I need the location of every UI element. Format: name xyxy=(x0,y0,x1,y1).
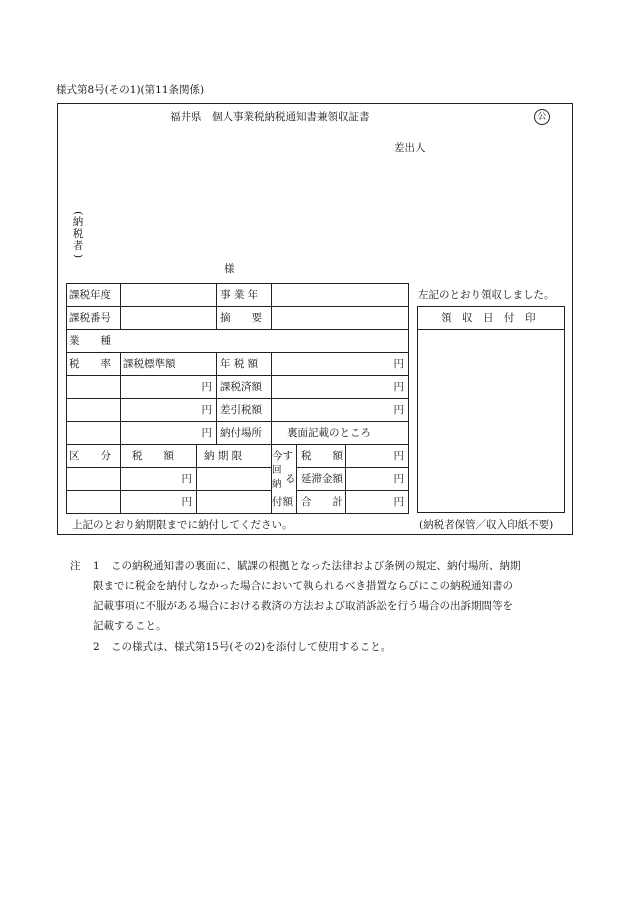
grid-line xyxy=(271,283,272,329)
form-number: 様式第8号(その1)(第11条関係) xyxy=(56,84,205,96)
payment-place-value: 裏面記載のところ xyxy=(287,427,371,439)
tax-amount-col-label: 税 額 xyxy=(132,450,174,462)
grid-line xyxy=(216,352,217,444)
row7-yen: 円 xyxy=(201,427,212,439)
receipt-statement: 左記のとおり領収しました。 xyxy=(418,289,555,301)
tax-base-yen: 円 xyxy=(201,381,212,393)
category-label: 区 分 xyxy=(69,450,111,462)
grid-line xyxy=(66,283,67,513)
payment-instruction: 上記のとおり納期限までに納付してください。 xyxy=(72,519,293,531)
grid-line xyxy=(66,398,409,399)
tax-rate-label: 税 率 xyxy=(69,358,111,370)
sender-label: 差出人 xyxy=(394,142,426,154)
grid-line xyxy=(66,306,409,307)
grid-line xyxy=(66,352,409,353)
note-1-line-3: 記載事項に不服がある場合における救済の方法および取消訴訟を行う場合の出訴期間等を xyxy=(93,600,513,612)
summary-label: 摘 要 xyxy=(220,312,262,324)
late-fee-label: 延滞金額 xyxy=(301,473,343,485)
row10-yen: 円 xyxy=(181,496,192,508)
receipt-date-stamp-label: 領 収 日 付 印 xyxy=(441,312,536,324)
payment-place-label: 納付場所 xyxy=(220,427,262,439)
tax-number-label: 課税番号 xyxy=(69,312,111,324)
grid-line xyxy=(296,490,409,491)
business-year-label: 事 業 年 xyxy=(220,289,259,301)
net-tax-yen: 円 xyxy=(393,404,404,416)
grid-line xyxy=(66,421,409,422)
this-time-bottom: 付額 xyxy=(272,496,293,508)
this-time-tax-label: 税 額 xyxy=(301,450,343,462)
assessed-tax-label: 課税済額 xyxy=(220,381,262,393)
total-label: 合 計 xyxy=(301,496,343,508)
assessed-tax-yen: 円 xyxy=(393,381,404,393)
this-time-top: 今す xyxy=(272,450,293,462)
grid-line xyxy=(120,283,121,329)
grid-line xyxy=(66,490,271,491)
late-fee-yen: 円 xyxy=(393,473,404,485)
form-title: 福井県 個人事業税納税通知書兼領収証書 xyxy=(170,111,370,123)
note-1-line-4: 記載すること。 xyxy=(93,620,167,632)
note-2-line-1: この様式は、様式第15号(その2)を添付して使用すること。 xyxy=(111,641,392,653)
this-time-char-nou: 納 xyxy=(272,479,282,490)
this-time-char-ru: る xyxy=(285,473,296,485)
taxpayer-char-1: 納 xyxy=(72,216,84,228)
annual-tax-label: 年 税 額 xyxy=(220,358,259,370)
grid-line xyxy=(296,467,409,468)
this-time-char-kai: 回 xyxy=(272,465,282,476)
taxpayer-paren-close: ) xyxy=(72,253,84,259)
grid-line xyxy=(196,444,197,513)
grid-line xyxy=(66,513,409,514)
receipt-stamp-box xyxy=(417,306,565,513)
business-type-label: 業 種 xyxy=(69,335,111,347)
grid-line xyxy=(66,467,271,468)
note-1-line-1: この納税通知書の裏面に、賦課の根拠となった法律および条例の規定、納付場所、納期 xyxy=(111,560,521,572)
notes-prefix: 注 xyxy=(70,560,81,572)
note-1-line-2: 限までに税金を納付しなかった場合において執られるべき措置ならびにこの納税通知書の xyxy=(93,580,513,592)
grid-line xyxy=(66,375,409,376)
row6-yen: 円 xyxy=(201,404,212,416)
grid-line xyxy=(66,329,409,330)
taxpayer-char-2: 税 xyxy=(72,228,84,240)
keep-note: (納税者保管／収入印紙不要) xyxy=(419,519,554,531)
annual-tax-yen: 円 xyxy=(393,358,404,370)
taxpayer-paren-open: ( xyxy=(72,210,84,216)
taxpayer-char-3: 者 xyxy=(72,240,84,252)
honorific-sama: 様 xyxy=(224,263,235,275)
grid-line xyxy=(120,352,121,513)
note-2-number: 2 xyxy=(93,641,100,653)
grid-line xyxy=(345,444,346,513)
tax-base-label: 課税標準額 xyxy=(123,358,176,370)
net-tax-label: 差引税額 xyxy=(220,404,262,416)
row9-yen: 円 xyxy=(181,473,192,485)
this-time-tax-yen: 円 xyxy=(393,450,404,462)
grid-line xyxy=(66,283,409,284)
note-1-number: 1 xyxy=(93,560,100,572)
total-yen: 円 xyxy=(393,496,404,508)
grid-line xyxy=(271,352,272,444)
grid-line xyxy=(296,444,297,513)
grid-line xyxy=(216,283,217,329)
public-seal-icon: 公 xyxy=(534,109,550,125)
deadline-col-label: 納 期 限 xyxy=(204,450,243,462)
grid-line xyxy=(66,444,409,445)
tax-year-label: 課税年度 xyxy=(69,289,111,301)
receipt-stamp-divider xyxy=(417,329,565,330)
grid-line xyxy=(408,283,409,513)
